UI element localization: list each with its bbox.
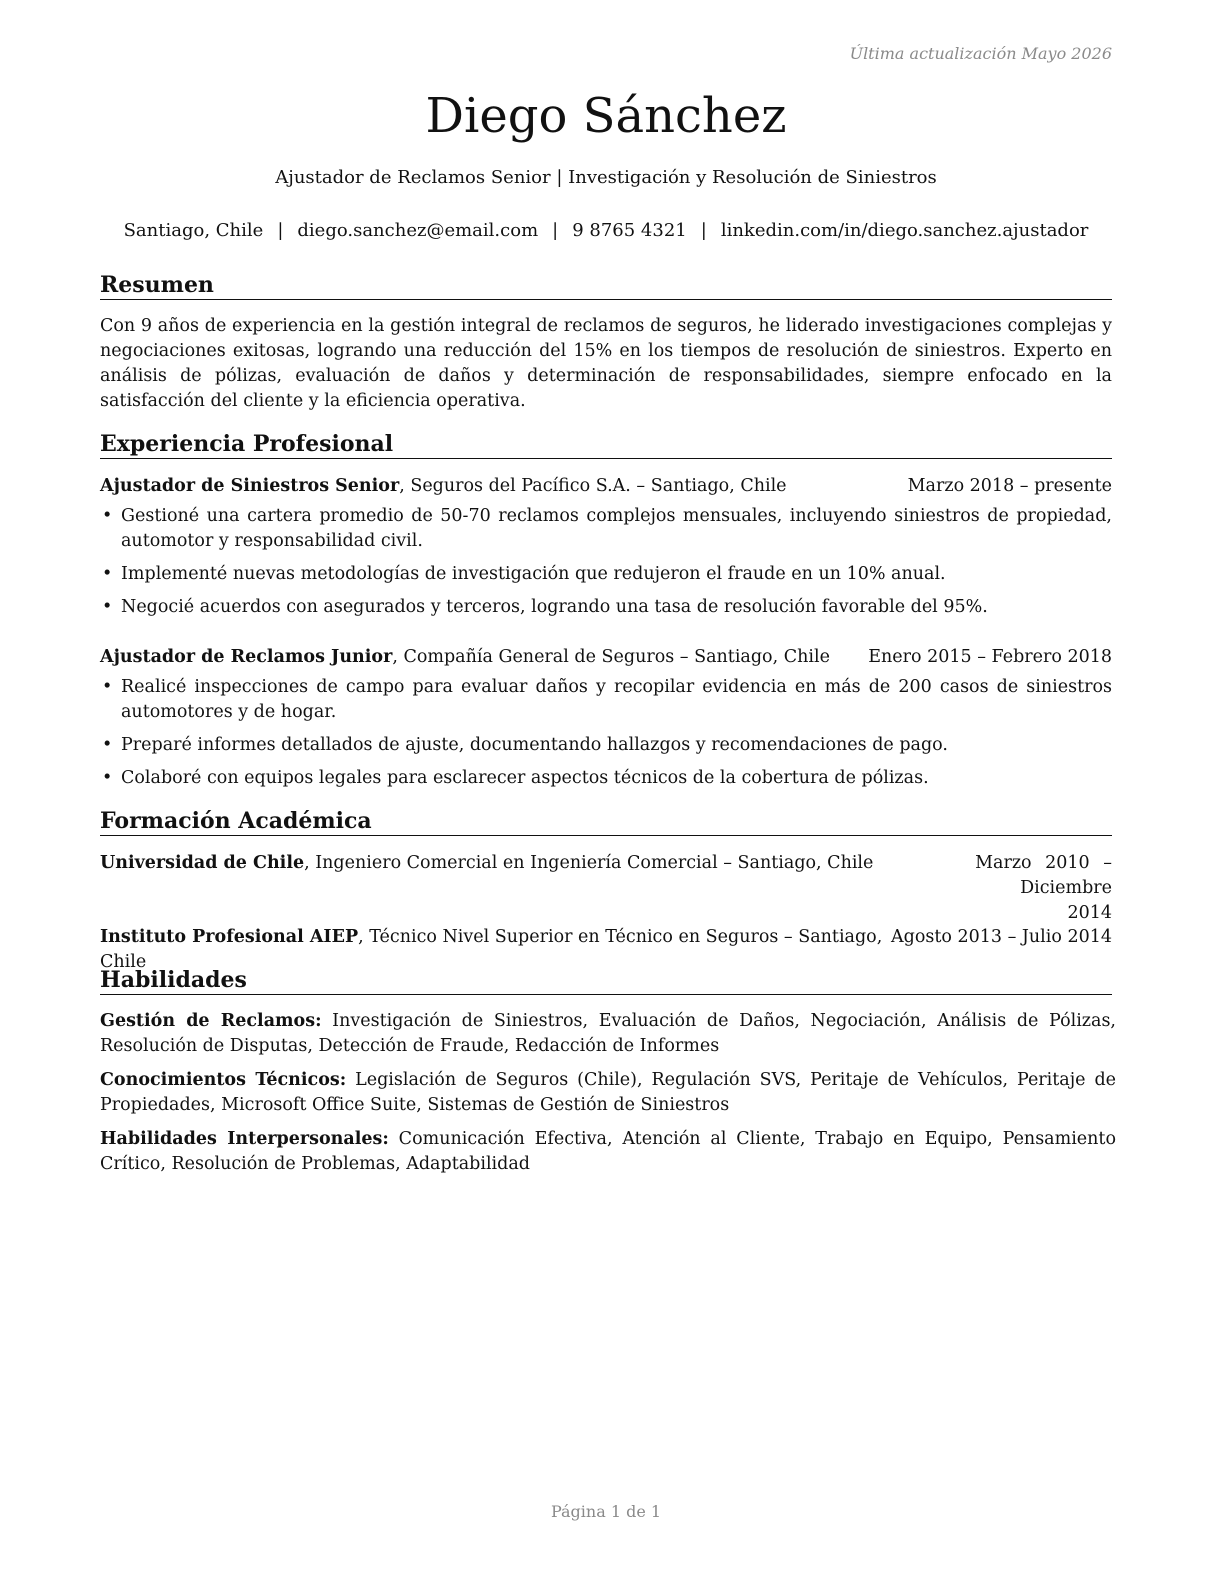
job-title: Ajustador de Siniestros Senior bbox=[100, 476, 400, 496]
list-item: • Negocié acuerdos con asegurados y terceros, logrando una tasa de resolución favorable del 95%. bbox=[100, 595, 1112, 620]
contact-location: Santiago, Chile bbox=[123, 220, 264, 241]
list-item: • Implementé nuevas metodologías de investigación que redujeron el fraude en un 10% anual. bbox=[100, 562, 1112, 587]
skill-group-items: Legislación de Seguros (Chile), Regulación SVS, Peritaje de Vehículos, Peritaje de Propiedades, Microsoft Office Suite, Sistemas de Gestión de Siniestros bbox=[100, 1070, 1116, 1115]
skill-group-label: Habilidades Interpersonales: bbox=[100, 1129, 389, 1149]
skill-group bbox=[100, 1127, 1116, 1177]
degree-detail: , Ingeniero Comercial en Ingeniería Comercial – Santiago, Chile bbox=[304, 853, 874, 873]
bullet-icon: • bbox=[102, 564, 113, 584]
job-bullets bbox=[100, 675, 1112, 799]
contact-line bbox=[0, 220, 1212, 241]
experience-entry-header bbox=[100, 645, 1112, 670]
job-dates: Enero 2015 – Febrero 2018 bbox=[868, 647, 1112, 667]
separator: | bbox=[700, 220, 707, 241]
separator: | bbox=[552, 220, 559, 241]
list-item: • Realicé inspecciones de campo para evaluar daños y recopilar evidencia en más de 200 casos de siniestros automotores y de hogar. bbox=[102, 677, 1112, 722]
section-title-experience: Experiencia Profesional bbox=[100, 430, 1112, 459]
section-title-education: Formación Académica bbox=[100, 807, 1112, 836]
job-company: , Seguros del Pacífico S.A. – Santiago, Chile bbox=[399, 476, 787, 496]
education-dates: Marzo 2010 – Diciembre 2014 bbox=[975, 853, 1112, 923]
skill-group-items: Investigación de Siniestros, Evaluación de Daños, Negociación, Análisis de Pólizas, Resolución de Disputas, Detección de Fraude, Redacción de Informes bbox=[100, 1011, 1116, 1056]
education-entry bbox=[100, 851, 1112, 926]
section-title-summary: Resumen bbox=[100, 271, 1112, 300]
candidate-name: Diego Sánchez bbox=[425, 88, 787, 144]
bullet-icon: • bbox=[102, 768, 113, 788]
degree-detail: , Técnico Nivel Superior en Técnico en Seguros – Santiago, Chile bbox=[100, 927, 883, 972]
last-updated: Última actualización Mayo 2026 bbox=[849, 44, 1112, 63]
job-dates: Marzo 2018 – presente bbox=[907, 476, 1112, 496]
list-item: • Gestioné una cartera promedio de 50-70 reclamos complejos mensuales, incluyendo siniestros de propiedad, automotor y responsabilidad civil. bbox=[102, 506, 1112, 551]
headline: Ajustador de Reclamos Senior | Investigación y Resolución de Siniestros bbox=[275, 167, 937, 188]
job-company: , Compañía General de Seguros – Santiago, Chile bbox=[392, 647, 830, 667]
bullet-icon: • bbox=[102, 506, 113, 526]
bullet-icon: • bbox=[102, 735, 113, 755]
contact-phone: 9 8765 4321 bbox=[572, 220, 687, 241]
skill-group-items: Comunicación Efectiva, Atención al Cliente, Trabajo en Equipo, Pensamiento Crítico, Resolución de Problemas, Adaptabilidad bbox=[100, 1129, 1116, 1174]
bullet-icon: • bbox=[102, 677, 113, 697]
skill-group-label: Gestión de Reclamos: bbox=[100, 1011, 322, 1031]
section-title-skills: Habilidades bbox=[100, 966, 1112, 995]
institution-name: Instituto Profesional AIEP bbox=[100, 927, 359, 947]
skill-group bbox=[100, 1009, 1116, 1059]
job-title: Ajustador de Reclamos Junior bbox=[100, 647, 393, 667]
job-bullets bbox=[100, 504, 1112, 628]
contact-email[interactable]: diego.sanchez@email.com bbox=[297, 220, 539, 241]
institution-name: Universidad de Chile bbox=[100, 853, 305, 873]
page-number: Página 1 de 1 bbox=[550, 1502, 662, 1521]
skill-group-label: Conocimientos Técnicos: bbox=[100, 1070, 347, 1090]
summary-text: Con 9 años de experiencia en la gestión integral de reclamos de seguros, he liderado investigaciones complejas y negociaciones exitosas, logrando una reducción del 15% en los tiempos de resolución de siniestros. Experto en análisis de pólizas, evaluación de daños y determinación de responsabilidades, siempre enfocado en la satisfacción del cliente y la eficiencia operativa. bbox=[100, 316, 1112, 411]
list-item: • Preparé informes detallados de ajuste, documentando hallazgos y recomendaciones de pago. bbox=[100, 733, 1112, 758]
contact-linkedin[interactable]: linkedin.com/in/diego.sanchez.ajustador bbox=[720, 220, 1089, 241]
list-item: • Colaboré con equipos legales para esclarecer aspectos técnicos de la cobertura de pólizas. bbox=[100, 766, 1112, 791]
experience-entry-header bbox=[100, 474, 1112, 499]
bullet-icon: • bbox=[102, 597, 113, 617]
skill-group bbox=[100, 1068, 1116, 1118]
separator: | bbox=[277, 220, 284, 241]
education-dates: Agosto 2013 – Julio 2014 bbox=[890, 927, 1112, 947]
